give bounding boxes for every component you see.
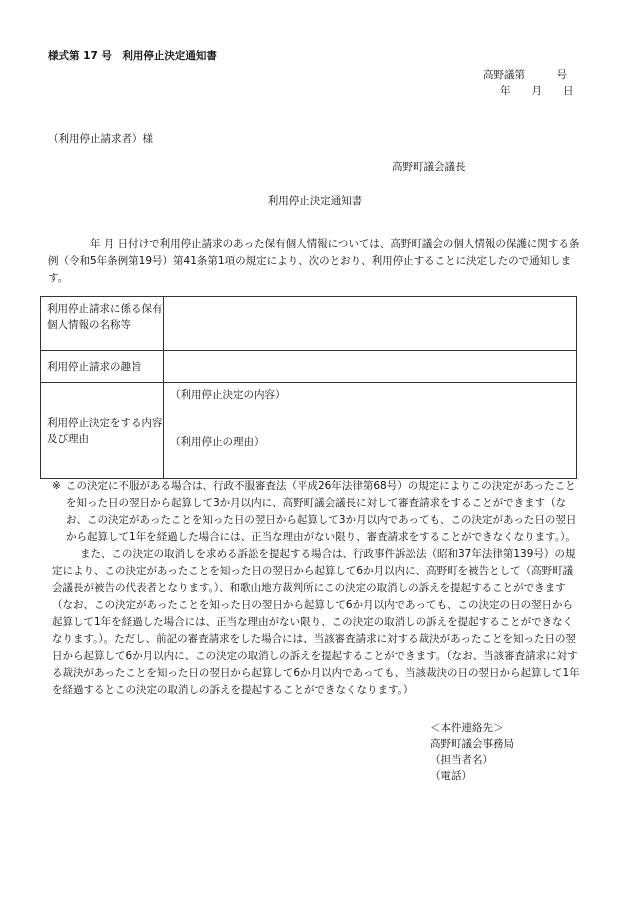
contact-block [430,720,514,784]
contact-heading: ＜本件連絡先＞ [430,722,504,734]
info-table [40,296,577,479]
row-value-decision [164,383,577,479]
reference-number: 高野議第 号 [483,69,567,81]
decision-reason-heading: （利用停止の理由） [170,436,265,448]
row-value-purpose [164,351,577,383]
form-number: 様式第 17 号 利用停止決定通知書 [48,50,217,62]
document-title: 利用停止決定通知書 [267,195,363,207]
contact-phone: （電話） [430,770,472,782]
row-label-decision: 利用停止決定をする内容及び理由 [41,383,164,479]
issue-date: 年 月 日 [500,85,574,97]
row-value-info-name [164,297,577,351]
notes-section [52,478,580,699]
note-paragraph-lawsuit: また、この決定の取消しを求める訴訟を提起する場合は、行政事件訴訟法（昭和37年法律第139号）の規定により、この決定があったことを知った日の翌日から起算して6か月以内に、高野町を被告として（高野町議会議長が被告の代表者となります。）、和歌山地方裁判所にこの決定の取消しの訴えを提起することができます（なお、この決定があったことを知った日の翌日から起算して6か月以内であっても、この決定の日の翌日から起算して1年を経過した場合には、正当な理由がない限り、この決定の取消しの訴えを提起することができなくなります。）。ただし、前記の審査請求をした場合には、当該審査請求に対する裁決があったことを知った日の翌日から起算して6か月以内に、この決定の取消しの訴えを提起することができます。（なお、当該審査請求に対する裁決があったことを知った日の翌日から起算して6か月以内であっても、当該裁決の日の翌日から起算して1年を経過するとこの決定の取消しの訴えを提起することができなくなります。） [52,548,580,696]
contact-office: 高野町議会事務局 [430,738,514,750]
contact-person: （担当者名） [430,754,493,766]
intro-text [48,236,580,287]
row-label-purpose: 利用停止請求の趣旨 [41,351,164,383]
sender: 高野町議会議長 [392,161,466,173]
table-row [41,351,577,383]
table-row [41,297,577,351]
row-label-info-name: 利用停止請求に係る保有個人情報の名称等 [41,297,164,351]
note-paragraph-appeal: この決定に不服がある場合は、行政不服審査法（平成26年法律第68号）の規定によりこの決定があったことを知った日の翌日から起算して3か月以内に、高野町議会議長に対して審査請求をすることができます（なお、この決定があったことを知った日の翌日から起算して3か月以内であっても、この決定があった日の翌日から起算して1年を経過した場合には、正当な理由がない限り、審査請求をすることができなくなります。）。 [66,480,577,543]
table-row [41,383,577,479]
intro-body: 年 月 日付けで利用停止請求のあった保有個人情報については、高野町議会の個人情報の保護に関する条例（令和5年条例第19号）第41条第1項の規定により、次のとおり、利用停止することに決定したので通知します。 [48,238,580,284]
decision-content-heading: （利用停止決定の内容） [170,389,286,401]
note-mark: ※ [52,480,61,492]
recipient: （利用停止請求者）様 [48,133,153,145]
